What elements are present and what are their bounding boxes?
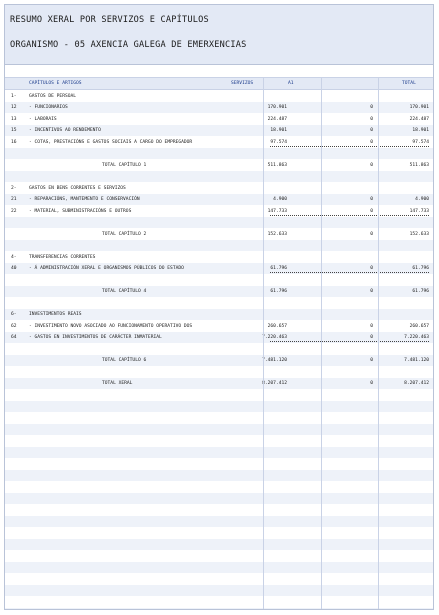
row-value-total: 147.733 — [409, 208, 429, 214]
row-code: 13 — [11, 116, 17, 122]
total-row — [5, 228, 433, 240]
column-divider — [263, 78, 264, 609]
empty-row — [5, 527, 433, 539]
empty-row — [5, 516, 433, 528]
empty-row — [5, 562, 433, 574]
row-description: GASTOS EN BENS CORRENTES E SERVIZOS — [29, 185, 126, 191]
row-description: TOTAL CAPÍTULO 2 — [102, 231, 147, 237]
row-code: 6- — [11, 312, 17, 317]
row-value-total: 152.633 — [409, 231, 429, 237]
row-description: TOTAL CAPÍTULO 4 — [102, 289, 147, 294]
row-value-a1: 8.207.412 — [262, 381, 287, 386]
subtotal-dotted-rule — [270, 146, 429, 147]
empty-row — [5, 608, 433, 611]
row-code: 16 — [11, 139, 17, 145]
row-value-other: 0 — [370, 116, 373, 122]
table-row — [5, 263, 433, 275]
empty-row — [5, 481, 433, 493]
row-code: 22 — [11, 208, 17, 214]
row-value-total: 511.863 — [409, 162, 429, 168]
col-a1: A1 — [288, 81, 294, 86]
row-value-total: 8.207.412 — [404, 381, 429, 386]
report-page — [4, 4, 434, 610]
row-value-total: 4.900 — [415, 197, 429, 202]
row-value-a1: 224.487 — [267, 116, 287, 122]
table-row — [5, 274, 433, 286]
chapter-heading-row — [5, 309, 433, 321]
row-value-other: 0 — [370, 266, 373, 271]
empty-row — [5, 401, 433, 413]
table-row — [5, 240, 433, 252]
table-row — [5, 171, 433, 183]
empty-row — [5, 412, 433, 424]
empty-row — [5, 573, 433, 585]
row-value-a1: 61.796 — [270, 289, 287, 294]
empty-row — [5, 539, 433, 551]
table-row — [5, 343, 433, 355]
row-value-a1: 511.863 — [267, 162, 287, 168]
row-description: - MATERIAL, SUBMINISTRACIÓNS E OUTROS — [29, 208, 132, 214]
row-description: TOTAL XERAL — [102, 381, 133, 386]
row-description: GASTOS DE PERSOAL — [29, 93, 77, 99]
row-value-other: 0 — [370, 358, 373, 363]
chapter-heading-row — [5, 251, 433, 263]
column-header-row — [5, 77, 433, 90]
row-value-total: 260.657 — [409, 323, 429, 329]
empty-row — [5, 504, 433, 516]
row-code: 2- — [11, 185, 17, 191]
row-value-other: 0 — [370, 197, 373, 202]
row-value-a1: 170.901 — [267, 105, 287, 110]
row-description: INVESTIMENTOS REAIS — [29, 312, 82, 317]
row-value-other: 0 — [370, 289, 373, 294]
empty-row — [5, 447, 433, 459]
row-description: TOTAL CAPÍTULO 1 — [102, 162, 147, 168]
col-total: TOTAL — [402, 81, 416, 86]
row-value-other: 0 — [370, 208, 373, 214]
row-value-total: 224.487 — [409, 116, 429, 122]
chapter-heading-row — [5, 182, 433, 194]
row-code: 15 — [11, 128, 17, 133]
row-value-other: 0 — [370, 105, 373, 110]
row-value-total: 18.901 — [412, 128, 429, 133]
table-row — [5, 332, 433, 344]
empty-row — [5, 435, 433, 447]
empty-row — [5, 596, 433, 608]
empty-row — [5, 458, 433, 470]
col-services: SERVIZOS — [231, 81, 254, 86]
total-row — [5, 378, 433, 390]
empty-row — [5, 389, 433, 401]
table-row — [5, 205, 433, 217]
row-code: 1- — [11, 93, 17, 99]
row-value-total: 7.220.463 — [404, 335, 429, 340]
subtotal-dotted-rule — [270, 215, 429, 216]
table-row — [5, 194, 433, 206]
row-value-a1: 4.900 — [273, 197, 287, 202]
table-row — [5, 125, 433, 137]
table-row — [5, 217, 433, 229]
spacer-band — [5, 65, 433, 77]
row-value-other: 0 — [370, 335, 373, 340]
row-description: - FUNCIONARIOS — [29, 105, 68, 110]
row-value-total: 170.901 — [409, 105, 429, 110]
row-value-other: 0 — [370, 323, 373, 329]
row-value-total: 7.481.120 — [404, 358, 429, 363]
row-code: 40 — [11, 266, 17, 271]
row-description: - LABORAIS — [29, 116, 57, 122]
report-title: RESUMO XERAL POR SERVIZOS E CAPÍTULOS — [10, 15, 209, 25]
row-description: - INCENTIVOS AO RENDEMENTO — [29, 128, 101, 133]
table-row — [5, 366, 433, 378]
row-code: 21 — [11, 197, 17, 202]
empty-row — [5, 493, 433, 505]
row-code: 4- — [11, 254, 17, 260]
row-description: - INVESTIMENTO NOVO ASOCIADO AO FUNCIONAMENTO OPERATIVO DOS — [29, 323, 193, 329]
row-value-other: 0 — [370, 231, 373, 237]
total-row — [5, 286, 433, 298]
row-description: - COTAS, PRESTACIÓNS E GASTOS SOCIAIS A CARGO DO EMPREGADOR — [29, 139, 193, 145]
row-value-a1: 260.657 — [267, 323, 287, 329]
row-code: 12 — [11, 105, 17, 110]
row-value-other: 0 — [370, 381, 373, 386]
row-value-other: 0 — [370, 162, 373, 168]
empty-row — [5, 585, 433, 597]
row-value-a1: 147.733 — [267, 208, 287, 214]
table-row — [5, 148, 433, 160]
table-row — [5, 320, 433, 332]
table-row — [5, 113, 433, 125]
chapter-heading-row — [5, 90, 433, 102]
total-row — [5, 159, 433, 171]
row-code: 62 — [11, 323, 17, 329]
row-value-a1: 7.220.463 — [262, 335, 287, 340]
table-row — [5, 102, 433, 114]
row-description: TRANSFERENCIAS CORRENTES — [29, 254, 96, 260]
row-code: 64 — [11, 335, 17, 340]
column-divider — [321, 78, 322, 609]
empty-row — [5, 470, 433, 482]
col-chapters: CAPÍTULOS E ARTIGOS — [29, 81, 82, 86]
row-value-other: 0 — [370, 128, 373, 133]
row-description: - GASTOS EN INVESTIMENTOS DE CARÁCTER INMATERIAL — [29, 335, 162, 340]
row-value-a1: 7.481.120 — [262, 358, 287, 363]
subtotal-dotted-rule — [270, 272, 429, 273]
total-row — [5, 355, 433, 367]
row-value-a1: 61.796 — [270, 266, 287, 271]
row-value-a1: 97.574 — [270, 139, 287, 145]
table-row — [5, 136, 433, 148]
empty-row — [5, 424, 433, 436]
report-header — [5, 5, 433, 65]
subtotal-dotted-rule — [270, 341, 429, 342]
row-description: TOTAL CAPÍTULO 6 — [102, 358, 147, 363]
row-value-other: 0 — [370, 139, 373, 145]
row-description: - Á ADMINISTRACIÓN XERAL E ORGANISMOS PÚBLICOS DO ESTADO — [29, 266, 184, 271]
row-value-total: 61.796 — [412, 289, 429, 294]
organism-title: ORGANISMO - 05 AXENCIA GALEGA DE EMERXENCIAS — [10, 40, 247, 50]
row-value-a1: 152.633 — [267, 231, 287, 237]
row-value-total: 97.574 — [412, 139, 429, 145]
report-table — [5, 90, 433, 610]
table-row — [5, 297, 433, 309]
row-description: - REPARACIÓNS, MANTEMENTO E CONSERVACIÓN — [29, 197, 140, 202]
column-divider — [378, 78, 379, 609]
empty-row — [5, 550, 433, 562]
row-value-total: 61.796 — [412, 266, 429, 271]
row-value-a1: 18.901 — [270, 128, 287, 133]
